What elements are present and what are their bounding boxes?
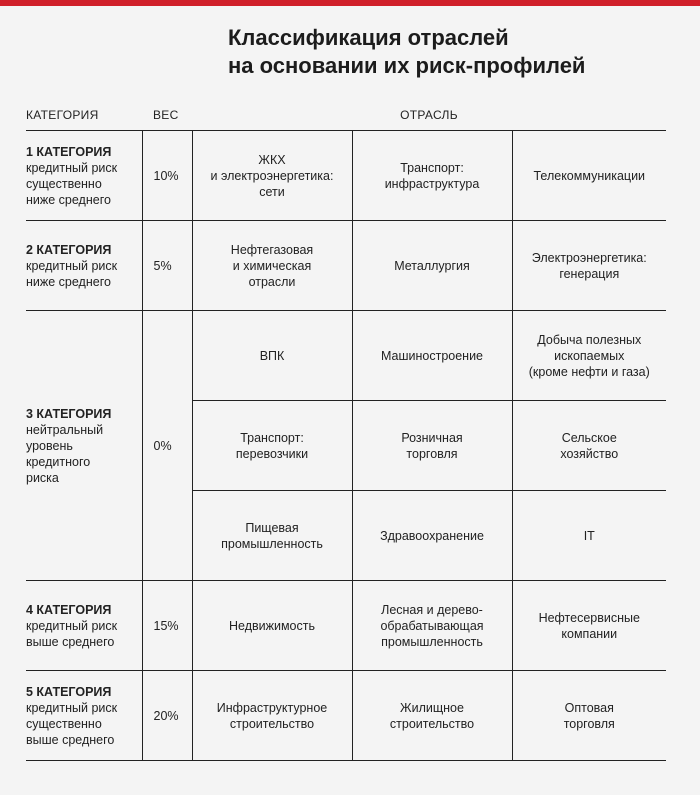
industry-label: Лесная и дерево- обрабатывающая промышленность [380,602,484,649]
header-industry: ОТРАСЛЬ [192,100,666,131]
industry-label: Машиностроение [380,348,484,363]
industry-label: Жилищное строительство [389,700,475,731]
industry-cell [352,401,512,491]
category-description: кредитный риск выше среднего [26,618,118,649]
industry-cell [512,581,666,671]
table-row [26,221,666,311]
header-category: КАТЕГОРИЯ [26,100,142,131]
category-cell [26,131,142,221]
category-description: нейтральный уровень кредитного риска [26,422,104,485]
industry-cell [192,401,352,491]
industry-cell [512,401,666,491]
page-title [228,24,585,80]
category-title: 3 КАТЕГОРИЯ [26,406,112,421]
industry-label: Транспорт: инфраструктура [384,160,480,191]
header-weight: ВЕС [142,100,192,131]
industry-label: IT [583,528,595,543]
category-title: 1 КАТЕГОРИЯ [26,144,112,159]
category-title: 5 КАТЕГОРИЯ [26,684,112,699]
category-cell [26,581,142,671]
weight-cell: 20% [142,671,192,761]
industry-cell [192,581,352,671]
weight-cell: 0% [142,311,192,581]
industry-cell [192,131,352,221]
industry-label: Транспорт: перевозчики [235,430,309,461]
title-line-1: Классификация отраслей [228,25,509,50]
category-description: кредитный риск ниже среднего [26,258,118,289]
table-row [26,131,666,221]
industry-cell [192,311,352,401]
weight-cell: 10% [142,131,192,221]
industry-cell [352,311,512,401]
industry-label: ВПК [259,348,285,363]
industry-cell [192,491,352,581]
industry-label: Добыча полезных ископаемых (кроме нефти и газа) [528,332,650,379]
risk-classification-table [26,100,666,761]
category-title: 4 КАТЕГОРИЯ [26,602,112,617]
top-accent-bar [0,0,700,6]
category-cell [26,311,142,581]
industry-label: Инфраструктурное строительство [216,700,328,731]
weight-cell: 15% [142,581,192,671]
industry-cell [512,131,666,221]
industry-cell [512,491,666,581]
industry-label: Пищевая промышленность [221,520,323,551]
title-line-2: на основании их риск-профилей [228,53,586,78]
category-description: кредитный риск существенно выше среднего [26,700,118,747]
industry-cell [352,671,512,761]
industry-cell [192,671,352,761]
industry-label: Нефтегазовая и химическая отрасли [230,242,314,289]
category-cell [26,221,142,311]
industry-label: Недвижимость [229,618,315,633]
industry-cell [352,131,512,221]
category-title: 2 КАТЕГОРИЯ [26,242,112,257]
category-cell [26,671,142,761]
industry-label: Нефтесервисные компании [538,610,640,641]
industry-cell [512,671,666,761]
industry-label: Телекоммуникации [533,168,646,183]
industry-label: Сельское хозяйство [560,430,619,461]
industry-cell [352,221,512,311]
industry-label: ЖКХ и электроэнергетика: сети [210,152,334,199]
industry-label: Электроэнергетика: генерация [531,250,647,281]
header-row [26,100,666,131]
industry-label: Металлургия [394,258,470,273]
table-row [26,581,666,671]
table-row [26,671,666,761]
industry-label: Розничная торговля [401,430,463,461]
weight-cell: 5% [142,221,192,311]
industry-label: Здравоохранение [380,528,484,543]
industry-cell [512,311,666,401]
industry-cell [192,221,352,311]
table-row [26,311,666,401]
industry-cell [512,221,666,311]
industry-label: Оптовая торговля [563,700,615,731]
industry-cell [352,491,512,581]
industry-cell [352,581,512,671]
category-description: кредитный риск существенно ниже среднего [26,160,118,207]
